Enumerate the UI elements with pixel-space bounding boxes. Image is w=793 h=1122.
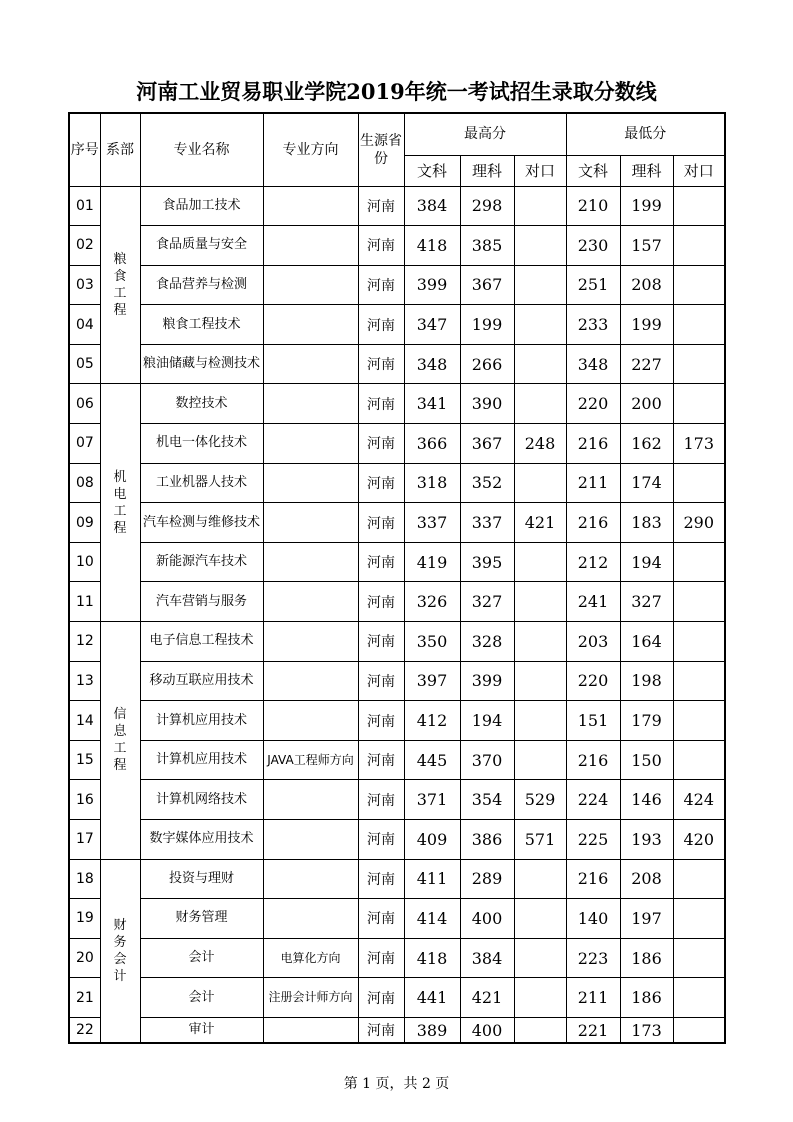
- table-row: [69, 899, 725, 939]
- table-row: [69, 978, 725, 1018]
- min-like-score: 227: [620, 344, 673, 384]
- source-province: 河南: [358, 226, 404, 266]
- major-direction: [263, 899, 358, 939]
- source-province: 河南: [358, 1017, 404, 1043]
- major-direction: [263, 265, 358, 305]
- min-wenke-score: 225: [566, 820, 620, 860]
- min-duikou-score: 290: [673, 503, 725, 543]
- min-duikou-score: [673, 938, 725, 978]
- min-like-score: 199: [620, 186, 673, 226]
- min-like-score: 208: [620, 265, 673, 305]
- row-seq: 10: [69, 542, 100, 582]
- header-direction: 专业方向: [263, 113, 358, 186]
- row-seq: 17: [69, 820, 100, 860]
- major-direction: [263, 503, 358, 543]
- row-seq: 19: [69, 899, 100, 939]
- min-wenke-score: 216: [566, 859, 620, 899]
- page-footer: 第 1 页，共 2 页: [343, 1076, 450, 1092]
- min-duikou-score: [673, 384, 725, 424]
- min-like-score: 199: [620, 305, 673, 345]
- major-direction: 注册会计师方向: [263, 978, 358, 1018]
- major-name: 数字媒体应用技术: [140, 820, 263, 860]
- max-like-score: 327: [460, 582, 514, 622]
- min-wenke-score: 212: [566, 542, 620, 582]
- min-like-score: 164: [620, 622, 673, 662]
- max-like-score: 400: [460, 899, 514, 939]
- major-name: 粮食工程技术: [140, 305, 263, 345]
- table-row: [69, 542, 725, 582]
- max-like-score: 328: [460, 622, 514, 662]
- min-like-score: 146: [620, 780, 673, 820]
- major-direction: [263, 622, 358, 662]
- source-province: 河南: [358, 780, 404, 820]
- max-like-score: 367: [460, 265, 514, 305]
- major-direction: [263, 859, 358, 899]
- major-name: 汽车检测与维修技术: [140, 503, 263, 543]
- major-name: 电子信息工程技术: [140, 622, 263, 662]
- row-seq: 07: [69, 424, 100, 464]
- max-duikou-score: [514, 344, 566, 384]
- min-duikou-score: [673, 661, 725, 701]
- max-wenke-score: 318: [404, 463, 460, 503]
- max-duikou-score: [514, 186, 566, 226]
- max-duikou-score: 529: [514, 780, 566, 820]
- row-seq: 22: [69, 1017, 100, 1043]
- major-name: 计算机应用技术: [140, 701, 263, 741]
- max-wenke-score: 341: [404, 384, 460, 424]
- source-province: 河南: [358, 978, 404, 1018]
- table-row: [69, 424, 725, 464]
- source-province: 河南: [358, 463, 404, 503]
- row-seq: 14: [69, 701, 100, 741]
- min-duikou-score: 173: [673, 424, 725, 464]
- source-province: 河南: [358, 582, 404, 622]
- major-name: 食品营养与检测: [140, 265, 263, 305]
- table-row: [69, 938, 725, 978]
- major-name: 审计: [140, 1017, 263, 1043]
- department-cell: 粮食工程: [100, 186, 140, 384]
- major-direction: [263, 384, 358, 424]
- source-province: 河南: [358, 384, 404, 424]
- max-duikou-score: [514, 661, 566, 701]
- table-header: [69, 113, 725, 186]
- min-wenke-score: 216: [566, 503, 620, 543]
- max-duikou-score: [514, 463, 566, 503]
- header-major: 专业名称: [140, 113, 263, 186]
- header-min-group: 最低分: [566, 113, 725, 155]
- table-row: [69, 265, 725, 305]
- min-like-score: 186: [620, 978, 673, 1018]
- max-duikou-score: [514, 938, 566, 978]
- header-min-duikou: 对口: [673, 155, 725, 186]
- source-province: 河南: [358, 186, 404, 226]
- major-direction: [263, 542, 358, 582]
- min-like-score: 197: [620, 899, 673, 939]
- min-like-score: 208: [620, 859, 673, 899]
- source-province: 河南: [358, 899, 404, 939]
- row-seq: 18: [69, 859, 100, 899]
- max-duikou-score: [514, 305, 566, 345]
- major-name: 会计: [140, 978, 263, 1018]
- department-cell: 信息工程: [100, 622, 140, 860]
- min-duikou-score: [673, 463, 725, 503]
- min-wenke-score: 216: [566, 740, 620, 780]
- min-duikou-score: [673, 344, 725, 384]
- table-row: [69, 740, 725, 780]
- max-like-score: 421: [460, 978, 514, 1018]
- header-min-wenke: 文科: [566, 155, 620, 186]
- min-wenke-score: 223: [566, 938, 620, 978]
- table-row: [69, 780, 725, 820]
- min-like-score: 198: [620, 661, 673, 701]
- major-name: 财务管理: [140, 899, 263, 939]
- score-table: [68, 112, 726, 1044]
- max-duikou-score: [514, 226, 566, 266]
- min-duikou-score: [673, 582, 725, 622]
- table-row: [69, 1017, 725, 1043]
- major-direction: [263, 463, 358, 503]
- max-like-score: 354: [460, 780, 514, 820]
- min-duikou-score: [673, 1017, 725, 1043]
- min-like-score: 173: [620, 1017, 673, 1043]
- max-duikou-score: [514, 899, 566, 939]
- row-seq: 09: [69, 503, 100, 543]
- row-seq: 20: [69, 938, 100, 978]
- table-row: [69, 344, 725, 384]
- header-province: 生源省份: [358, 113, 404, 186]
- max-wenke-score: 366: [404, 424, 460, 464]
- min-wenke-score: 233: [566, 305, 620, 345]
- row-seq: 02: [69, 226, 100, 266]
- major-direction: [263, 186, 358, 226]
- row-seq: 04: [69, 305, 100, 345]
- major-name: 新能源汽车技术: [140, 542, 263, 582]
- table-row: [69, 463, 725, 503]
- max-like-score: 384: [460, 938, 514, 978]
- min-duikou-score: 420: [673, 820, 725, 860]
- table-row: [69, 661, 725, 701]
- header-seq: 序号: [69, 113, 100, 186]
- max-wenke-score: 399: [404, 265, 460, 305]
- table-row: [69, 186, 725, 226]
- min-like-score: 194: [620, 542, 673, 582]
- min-duikou-score: [673, 978, 725, 1018]
- source-province: 河南: [358, 661, 404, 701]
- table-row: [69, 582, 725, 622]
- min-wenke-score: 211: [566, 463, 620, 503]
- min-wenke-score: 210: [566, 186, 620, 226]
- max-duikou-score: [514, 740, 566, 780]
- row-seq: 11: [69, 582, 100, 622]
- min-duikou-score: 424: [673, 780, 725, 820]
- major-name: 食品质量与安全: [140, 226, 263, 266]
- major-direction: [263, 661, 358, 701]
- max-like-score: 370: [460, 740, 514, 780]
- table-row: [69, 622, 725, 662]
- major-name: 食品加工技术: [140, 186, 263, 226]
- max-like-score: 385: [460, 226, 514, 266]
- source-province: 河南: [358, 820, 404, 860]
- major-direction: JAVA工程师方向: [263, 740, 358, 780]
- table-body: [69, 186, 725, 1043]
- min-wenke-score: 220: [566, 384, 620, 424]
- row-seq: 13: [69, 661, 100, 701]
- min-like-score: 162: [620, 424, 673, 464]
- max-wenke-score: 389: [404, 1017, 460, 1043]
- max-duikou-score: [514, 582, 566, 622]
- max-wenke-score: 419: [404, 542, 460, 582]
- min-like-score: 174: [620, 463, 673, 503]
- max-wenke-score: 326: [404, 582, 460, 622]
- min-duikou-score: [673, 622, 725, 662]
- max-duikou-score: [514, 701, 566, 741]
- table-row: [69, 701, 725, 741]
- department-cell: 机电工程: [100, 384, 140, 622]
- major-name: 数控技术: [140, 384, 263, 424]
- min-like-score: 157: [620, 226, 673, 266]
- source-province: 河南: [358, 740, 404, 780]
- min-like-score: 150: [620, 740, 673, 780]
- major-name: 计算机应用技术: [140, 740, 263, 780]
- max-wenke-score: 418: [404, 938, 460, 978]
- max-wenke-score: 412: [404, 701, 460, 741]
- min-duikou-score: [673, 542, 725, 582]
- min-like-score: 179: [620, 701, 673, 741]
- major-direction: [263, 820, 358, 860]
- max-wenke-score: 414: [404, 899, 460, 939]
- min-like-score: 183: [620, 503, 673, 543]
- major-direction: [263, 305, 358, 345]
- max-like-score: 266: [460, 344, 514, 384]
- major-direction: [263, 424, 358, 464]
- row-seq: 03: [69, 265, 100, 305]
- row-seq: 05: [69, 344, 100, 384]
- row-seq: 08: [69, 463, 100, 503]
- page-title: 河南工业贸易职业学院2019年统一考试招生录取分数线: [136, 79, 657, 104]
- source-province: 河南: [358, 542, 404, 582]
- max-wenke-score: 411: [404, 859, 460, 899]
- max-like-score: 390: [460, 384, 514, 424]
- min-wenke-score: 203: [566, 622, 620, 662]
- department-cell: 财务会计: [100, 859, 140, 1043]
- min-duikou-score: [673, 305, 725, 345]
- min-duikou-score: [673, 899, 725, 939]
- row-seq: 15: [69, 740, 100, 780]
- header-max-duikou: 对口: [514, 155, 566, 186]
- max-duikou-score: 248: [514, 424, 566, 464]
- max-duikou-score: [514, 978, 566, 1018]
- max-wenke-score: 348: [404, 344, 460, 384]
- table-row: [69, 384, 725, 424]
- max-wenke-score: 418: [404, 226, 460, 266]
- major-name: 会计: [140, 938, 263, 978]
- major-direction: [263, 344, 358, 384]
- min-duikou-score: [673, 701, 725, 741]
- table-row: [69, 305, 725, 345]
- max-wenke-score: 384: [404, 186, 460, 226]
- min-wenke-score: 230: [566, 226, 620, 266]
- source-province: 河南: [358, 265, 404, 305]
- max-like-score: 298: [460, 186, 514, 226]
- source-province: 河南: [358, 305, 404, 345]
- min-duikou-score: [673, 859, 725, 899]
- max-wenke-score: 441: [404, 978, 460, 1018]
- major-name: 计算机网络技术: [140, 780, 263, 820]
- max-like-score: 400: [460, 1017, 514, 1043]
- min-duikou-score: [673, 265, 725, 305]
- source-province: 河南: [358, 503, 404, 543]
- max-duikou-score: [514, 1017, 566, 1043]
- major-direction: [263, 1017, 358, 1043]
- min-wenke-score: 224: [566, 780, 620, 820]
- max-like-score: 289: [460, 859, 514, 899]
- source-province: 河南: [358, 859, 404, 899]
- max-like-score: 337: [460, 503, 514, 543]
- max-wenke-score: 337: [404, 503, 460, 543]
- max-wenke-score: 397: [404, 661, 460, 701]
- source-province: 河南: [358, 938, 404, 978]
- min-wenke-score: 140: [566, 899, 620, 939]
- max-like-score: 395: [460, 542, 514, 582]
- major-direction: [263, 582, 358, 622]
- row-seq: 21: [69, 978, 100, 1018]
- min-wenke-score: 241: [566, 582, 620, 622]
- major-direction: [263, 226, 358, 266]
- major-name: 投资与理财: [140, 859, 263, 899]
- major-name: 移动互联应用技术: [140, 661, 263, 701]
- min-duikou-score: [673, 740, 725, 780]
- max-duikou-score: [514, 859, 566, 899]
- max-like-score: 199: [460, 305, 514, 345]
- major-direction: [263, 780, 358, 820]
- min-wenke-score: 348: [566, 344, 620, 384]
- table-row: [69, 226, 725, 266]
- max-duikou-score: [514, 542, 566, 582]
- major-direction: [263, 701, 358, 741]
- header-min-like: 理科: [620, 155, 673, 186]
- header-dept: 系部: [100, 113, 140, 186]
- table-row: [69, 820, 725, 860]
- max-duikou-score: 571: [514, 820, 566, 860]
- source-province: 河南: [358, 701, 404, 741]
- source-province: 河南: [358, 344, 404, 384]
- min-duikou-score: [673, 226, 725, 266]
- max-like-score: 386: [460, 820, 514, 860]
- header-max-group: 最高分: [404, 113, 566, 155]
- row-seq: 16: [69, 780, 100, 820]
- max-wenke-score: 347: [404, 305, 460, 345]
- min-like-score: 186: [620, 938, 673, 978]
- min-wenke-score: 221: [566, 1017, 620, 1043]
- min-like-score: 200: [620, 384, 673, 424]
- table-row: [69, 859, 725, 899]
- min-like-score: 193: [620, 820, 673, 860]
- max-like-score: 352: [460, 463, 514, 503]
- row-seq: 06: [69, 384, 100, 424]
- max-wenke-score: 371: [404, 780, 460, 820]
- source-province: 河南: [358, 622, 404, 662]
- max-like-score: 367: [460, 424, 514, 464]
- source-province: 河南: [358, 424, 404, 464]
- major-direction: 电算化方向: [263, 938, 358, 978]
- major-name: 工业机器人技术: [140, 463, 263, 503]
- header-max-wenke: 文科: [404, 155, 460, 186]
- row-seq: 12: [69, 622, 100, 662]
- max-wenke-score: 409: [404, 820, 460, 860]
- max-like-score: 399: [460, 661, 514, 701]
- min-wenke-score: 216: [566, 424, 620, 464]
- major-name: 粮油储藏与检测技术: [140, 344, 263, 384]
- table-row: [69, 503, 725, 543]
- min-duikou-score: [673, 186, 725, 226]
- max-wenke-score: 445: [404, 740, 460, 780]
- max-duikou-score: [514, 265, 566, 305]
- major-name: 机电一体化技术: [140, 424, 263, 464]
- major-name: 汽车营销与服务: [140, 582, 263, 622]
- max-like-score: 194: [460, 701, 514, 741]
- max-wenke-score: 350: [404, 622, 460, 662]
- min-wenke-score: 220: [566, 661, 620, 701]
- min-wenke-score: 211: [566, 978, 620, 1018]
- max-duikou-score: 421: [514, 503, 566, 543]
- max-duikou-score: [514, 384, 566, 424]
- header-max-like: 理科: [460, 155, 514, 186]
- max-duikou-score: [514, 622, 566, 662]
- row-seq: 01: [69, 186, 100, 226]
- min-wenke-score: 251: [566, 265, 620, 305]
- min-wenke-score: 151: [566, 701, 620, 741]
- min-like-score: 327: [620, 582, 673, 622]
